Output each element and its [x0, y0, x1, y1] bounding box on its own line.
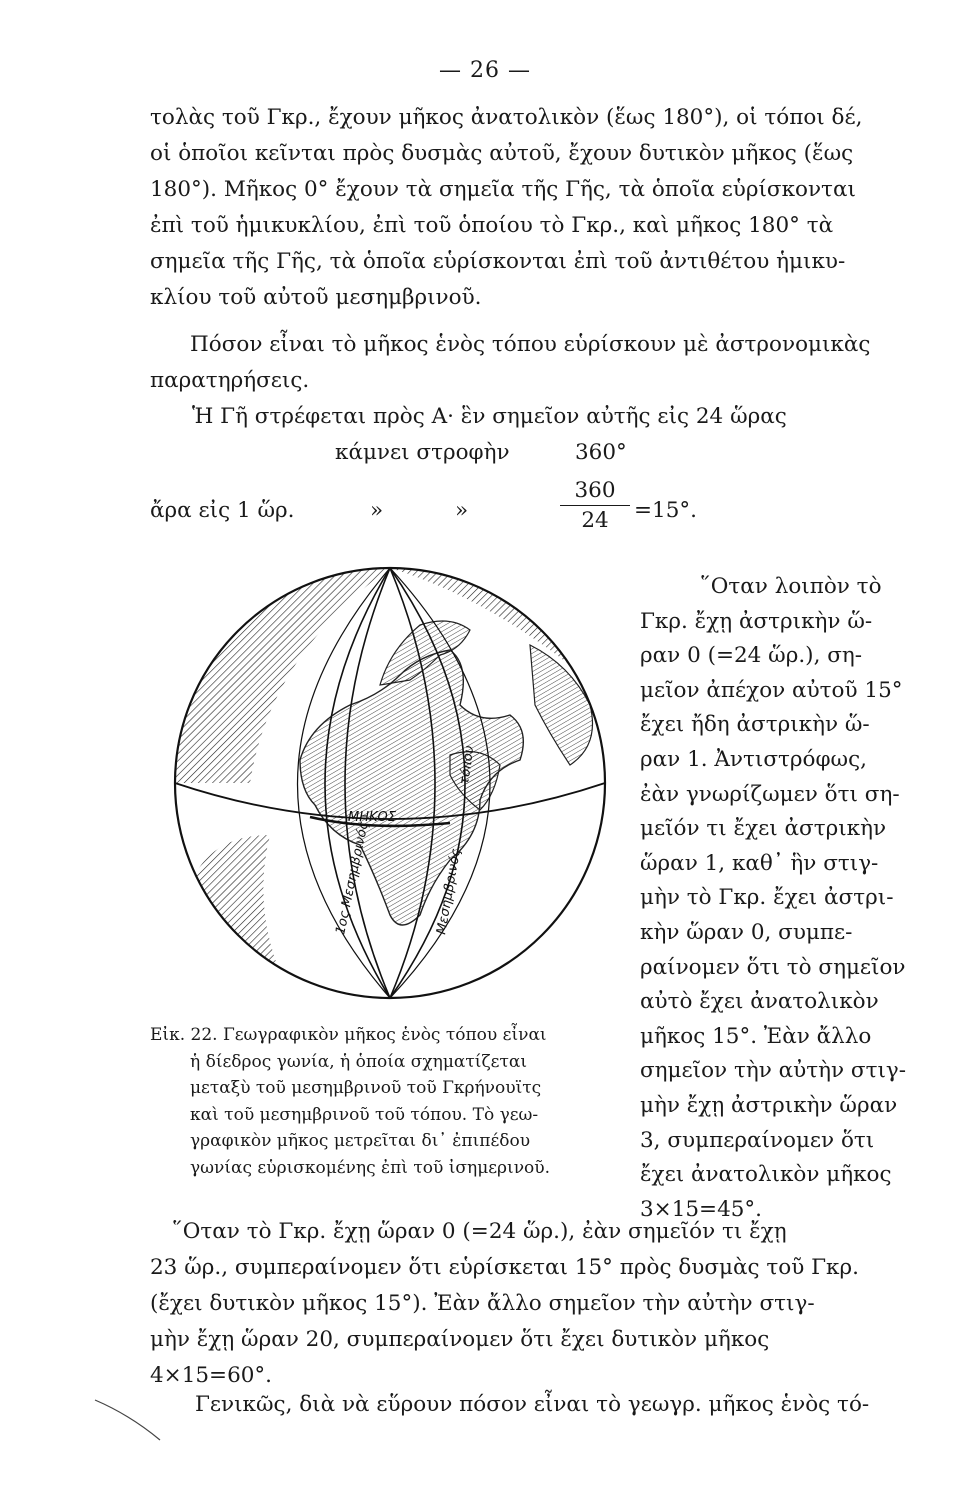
text-line: μὴν ἔχῃ ἀστρικὴν ὥραν [640, 1092, 898, 1118]
caption-line: καὶ τοῦ μεσημβρινοῦ τοῦ τόπου. Τὸ γεω- [190, 1104, 539, 1125]
text-line: αὐτὸ ἔχει ἀνατολικὸν [640, 989, 879, 1015]
label-place-meridian: Μεσημβρινός [434, 847, 465, 936]
text-line: μεῖον ἀπέχον αὐτοῦ 15° [640, 677, 903, 703]
text-line: μεῖόν τι ἔχει ἀστρικὴν [640, 816, 887, 842]
text-line: ραν 0 (=24 ὥρ.), ση- [640, 643, 863, 669]
page-number: — 26 — [439, 58, 531, 83]
continent-asia [530, 645, 593, 765]
text-line: ραν 1. Ἀντιστρόφως, [640, 746, 867, 772]
calculation-line-2-value: 360° [575, 440, 627, 465]
text-line: Πόσον εἶναι τὸ μῆκος ἑνὸς τόπου εὑρίσκουν μὲ ἀστρονομικὰς [190, 332, 871, 357]
text-line: 23 ὥρ., συμπεραίνομεν ὅτι εὑρίσκεται 15° πρὸς δυσμὰς τοῦ Γκρ. [150, 1255, 859, 1280]
text-line: ἔχει ἤδη ἀστρικὴν ὥ- [640, 712, 870, 738]
intro-paragraph [150, 100, 920, 316]
text-line: ῞Οταν τὸ Γκρ. ἔχῃ ὥραν 0 (=24 ὥρ.), ἐὰν σημεῖόν τι ἔχῃ [172, 1219, 787, 1244]
text-line: κὴν ὥραν 0, συμπε- [640, 919, 853, 945]
label-first-meridian: 1ος Μεσημβρινός [333, 820, 372, 936]
label-length: ΜΗΚΟΣ [348, 810, 396, 825]
text-line: 180°). Μῆκος 0° ἔχουν τὰ σημεῖα τῆς Γῆς, τὰ ὁποῖα εὑρίσκονται [150, 177, 856, 202]
caption-line: γωνίας εὑρισκομένης ἐπὶ τοῦ ἰσημερινοῦ. [190, 1157, 551, 1178]
text-line: 3, συμπεραίνομεν ὅτι [640, 1127, 875, 1153]
calculation-line-2-text: κάμνει στροφὴν [335, 440, 510, 465]
text-line: ῞Οταν λοιπὸν τὸ [700, 574, 882, 599]
text-line: μὴν ἔχῃ ὥραν 20, συμπεραίνομεν ὅτι ἔχει δυτικὸν μῆκος [150, 1327, 770, 1352]
text-line: (ἔχει δυτικὸν μῆκος 15°). Ἐὰν ἄλλο σημεῖον τὴν αὐτὴν στιγ- [150, 1291, 815, 1316]
side-column [640, 570, 920, 1227]
fraction-numerator: 360 [560, 478, 630, 506]
ditto-mark: » [370, 498, 384, 523]
question-paragraph [150, 327, 920, 399]
caption-line: μεταξὺ τοῦ μεσημβρινοῦ τοῦ Γκρήνουϊτς [190, 1078, 542, 1098]
figure-caption [150, 1022, 610, 1181]
last-line: Γενικῶς, διὰ νὰ εὕρουν πόσον εἶναι τὸ γεωγρ. μῆκος ἑνὸς τό- [195, 1392, 870, 1417]
caption-line: γραφικὸν μῆκος μετρεῖται δι᾽ ἐπιπέδου [190, 1131, 531, 1151]
margin-pencil-mark [90, 1395, 200, 1445]
ditto-mark: » [455, 498, 469, 523]
text-line: Γκρ. ἔχῃ ἀστρικὴν ὥ- [640, 608, 873, 634]
text-line: σημεῖον τὴν αὐτὴν στιγ- [640, 1058, 907, 1084]
calculation-line-3-text: ἄρα εἰς 1 ὥρ. [150, 498, 295, 523]
globe-figure [150, 555, 630, 1015]
caption-line: Εἰκ. 22. Γεωγραφικὸν μῆκος ἑνὸς τόπου εἶναι [150, 1025, 547, 1045]
text-line: ἐπὶ τοῦ ἡμικυκλίου, ἐπὶ τοῦ ὁποίου τὸ Γκρ., καὶ μῆκος 180° τὰ [150, 213, 834, 238]
text-line: οἱ ὁποῖοι κεῖνται πρὸς δυσμὰς αὐτοῦ, ἔχουν δυτικὸν μῆκος (ἕως [150, 141, 854, 166]
text-line: μὴν τὸ Γκρ. ἔχει ἀστρι- [640, 885, 894, 911]
text-line: ἔχει ἀνατολικὸν μῆκος [640, 1162, 892, 1188]
globe-body [175, 568, 605, 998]
fraction-denominator: 24 [581, 508, 609, 533]
fraction [560, 478, 630, 533]
text-line: μῆκος 15°. Ἐὰν ἄλλο [640, 1023, 872, 1049]
text-line: παρατηρήσεις. [150, 368, 310, 393]
text-line: 4×15=60°. [150, 1363, 273, 1388]
caption-line: ἡ δίεδρος γωνία, ἡ ὁποία σχηματίζεται [190, 1051, 528, 1072]
text-line: κλίου τοῦ αὐτοῦ μεσημβρινοῦ. [150, 285, 482, 310]
text-line: ὥραν 1, καθ᾽ ἣν στιγ- [640, 850, 879, 876]
bottom-paragraph [150, 1214, 925, 1394]
calculation-line-1: Ἡ Γῆ στρέφεται πρὸς Α· ἓν σημεῖον αὐτῆς εἰς 24 ὥρας [192, 404, 787, 429]
text-line: 3×15=45°. [640, 1196, 763, 1222]
fraction-result: =15°. [634, 498, 697, 523]
text-line: τολὰς τοῦ Γκρ., ἔχουν μῆκος ἀνατολικὸν (ἕως 180°), οἱ τόποι δέ, [150, 105, 863, 130]
hatched-region [190, 835, 290, 995]
text-line: ἐὰν γνωρίζωμεν ὅτι ση- [640, 781, 900, 807]
text-line: ραίνομεν ὅτι τὸ σημεῖον [640, 954, 906, 980]
text-line: σημεῖα τῆς Γῆς, τὰ ὁποῖα εὑρίσκονται ἐπὶ τοῦ ἀντιθέτου ἡμικυ- [150, 249, 846, 274]
label-place: τόπου [457, 744, 478, 786]
